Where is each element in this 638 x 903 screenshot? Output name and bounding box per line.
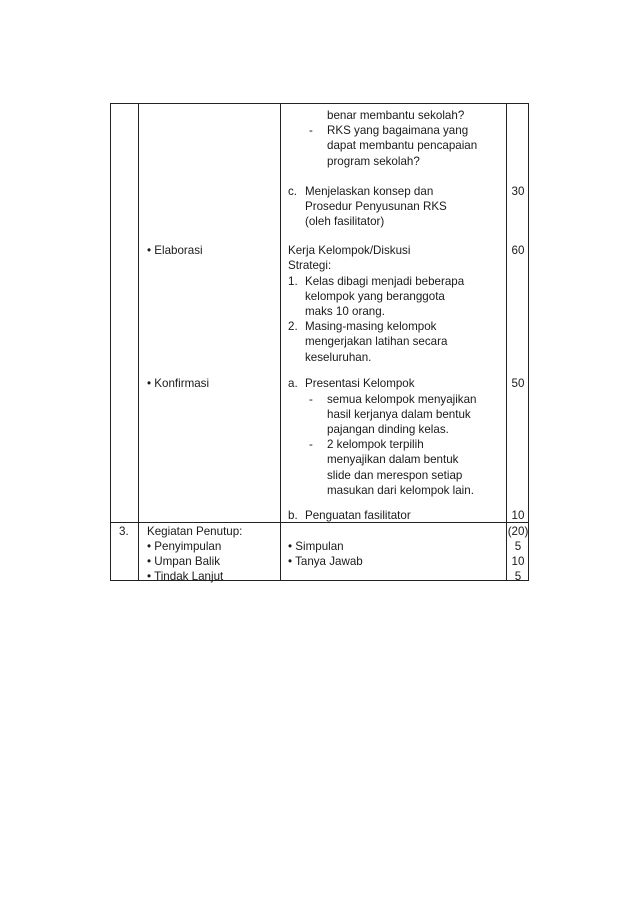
list-item-text: kelompok yang beranggota [305,290,445,303]
row-number: 3. [119,525,129,538]
activity-item: • Umpan Balik [147,555,221,568]
method-item: • Simpulan [288,540,344,553]
time-value: 60 [511,244,525,257]
list-item-text: mengerjakan latihan secara [305,335,448,348]
method-title: Kerja Kelompok/Diskusi [288,244,411,257]
question-line: program sekolah? [327,155,420,168]
strategy-label: Strategi: [288,259,332,272]
list-item-text: Kelas dibagi menjadi beberapa [305,275,465,288]
sub-item-text: pajangan dinding kelas. [327,423,449,436]
activity-item: • Penyimpulan [147,540,222,553]
sub-item-text: 2 kelompok terpilih [327,438,424,451]
item-c-marker: c. [288,185,298,198]
list-item-text: maks 10 orang. [305,305,385,318]
activity-item: • Tindak Lanjut [147,570,224,583]
item-b-marker: b. [288,509,298,522]
phase-label-elaborasi: • Elaborasi [147,244,203,257]
item-a-marker: a. [288,377,298,390]
item-b-title: Penguatan fasilitator [305,509,411,522]
dash-marker: - [309,438,313,451]
sub-item-text: semua kelompok menyajikan [327,393,477,406]
list-marker: 1. [288,275,298,288]
sub-item-text: menyajikan dalam bentuk [327,453,459,466]
time-value: 5 [514,570,522,583]
sub-item-text: hasil kerjanya dalam bentuk [327,408,471,421]
sub-item-text: slide dan merespon setiap [327,469,463,482]
time-value: 5 [514,540,522,553]
time-value: 10 [511,509,525,522]
item-a-title: Presentasi Kelompok [305,377,415,390]
dash-marker: - [309,124,313,137]
time-value: 50 [511,377,525,390]
question-line: RKS yang bagaimana yang [327,124,469,137]
list-marker: 2. [288,320,298,333]
list-item-text: Masing-masing kelompok [305,320,437,333]
time-value: 30 [511,185,525,198]
question-line: dapat membantu pencapaian [327,139,478,152]
column-divider-1 [138,104,139,580]
activity-title: Kegiatan Penutup: [147,525,243,538]
phase-label-konfirmasi: • Konfirmasi [147,377,210,390]
item-c-text: (oleh fasilitator) [305,215,385,228]
item-c-text: Menjelaskan konsep dan [305,185,434,198]
item-c-text: Prosedur Penyusunan RKS [305,200,447,213]
list-item-text: keseluruhan. [305,351,372,364]
sub-item-text: masukan dari kelompok lain. [327,484,474,497]
question-line-continued: benar membantu sekolah? [327,109,465,122]
activity-table [110,103,529,581]
method-item: • Tanya Jawab [288,555,363,568]
time-value: 10 [511,555,525,568]
dash-marker: - [309,393,313,406]
column-divider-2 [280,104,281,580]
time-total: (20) [507,525,529,538]
